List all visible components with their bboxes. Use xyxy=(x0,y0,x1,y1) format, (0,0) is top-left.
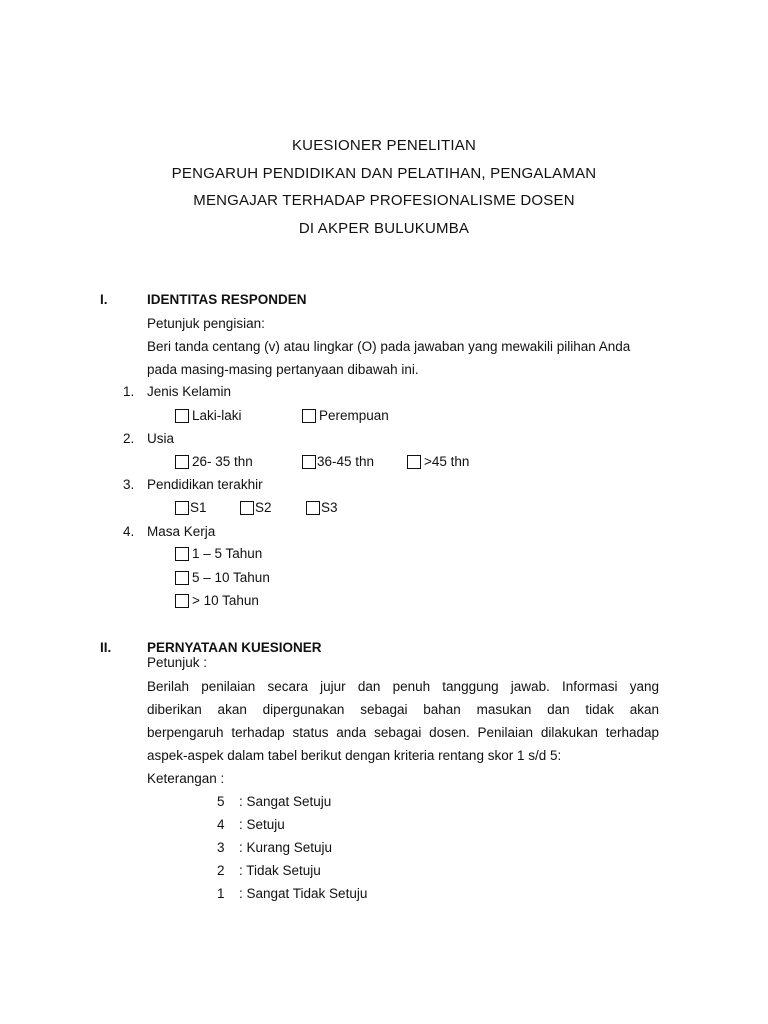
scale-score-3: 3 xyxy=(217,840,225,855)
option-masa-kerja-2[interactable] xyxy=(175,570,270,585)
question-3-label: Pendidikan terakhir xyxy=(147,477,263,492)
section2-instruction-label: Petunjuk : xyxy=(147,655,208,670)
checkbox[interactable] xyxy=(240,501,254,515)
option-s2[interactable] xyxy=(240,500,272,515)
option-label: Perempuan xyxy=(319,408,389,423)
title-line-3: MENGAJAR TERHADAP PROFESIONALISME DOSEN xyxy=(193,192,575,209)
scale-score-4: 4 xyxy=(217,817,225,832)
option-label: S3 xyxy=(321,500,338,515)
scale-label-4: : Setuju xyxy=(239,817,285,832)
section1-number: I. xyxy=(100,292,108,307)
question-2-number: 2. xyxy=(123,431,135,446)
section1-instruction-line1: Beri tanda centang (v) atau lingkar (O) pada jawaban yang mewakili pilihan Anda xyxy=(147,339,631,354)
question-3-number: 3. xyxy=(123,477,135,492)
option-label: S1 xyxy=(190,500,207,515)
question-1-number: 1. xyxy=(123,384,135,399)
option-label: Laki-laki xyxy=(192,408,242,423)
title-line-1: KUESIONER PENELITIAN xyxy=(291,137,477,154)
title-line-4: DI AKPER BULUKUMBA xyxy=(298,220,470,237)
scale-score-2: 2 xyxy=(217,863,225,878)
option-masa-kerja-3[interactable] xyxy=(175,593,259,608)
section1-instruction-label: Petunjuk pengisian: xyxy=(147,316,265,331)
option-s1[interactable] xyxy=(175,500,207,515)
option-label: 5 – 10 Tahun xyxy=(192,570,270,585)
option-laki-laki[interactable] xyxy=(175,408,242,423)
section2-number: II. xyxy=(100,640,112,655)
question-2-label: Usia xyxy=(147,431,175,446)
option-age-36-45[interactable] xyxy=(302,454,374,469)
scale-label-3: : Kurang Setuju xyxy=(239,840,333,855)
paragraph-line-3: berpengaruh terhadap status anda sebagai dosen. Penilaian dilakukan terhadap xyxy=(147,725,659,740)
checkbox[interactable] xyxy=(302,455,316,469)
option-label: >45 thn xyxy=(424,454,470,469)
option-label: > 10 Tahun xyxy=(192,593,259,608)
option-label: 26- 35 thn xyxy=(192,454,253,469)
checkbox[interactable] xyxy=(302,409,316,423)
legend-label: Keterangan : xyxy=(147,771,225,786)
scale-label-2: : Tidak Setuju xyxy=(239,863,321,878)
section1-instruction-line2: pada masing-masing pertanyaan dibawah ini. xyxy=(147,362,419,377)
option-label: 36-45 thn xyxy=(317,454,375,469)
paragraph-line-4: aspek-aspek dalam tabel berikut dengan kriteria rentang skor 1 s/d 5: xyxy=(147,748,562,763)
option-age-26-35[interactable] xyxy=(175,454,253,469)
option-age-over-45[interactable] xyxy=(407,454,469,469)
title-line-2: PENGARUH PENDIDIKAN DAN PELATIHAN, PENGALAMAN xyxy=(171,165,597,182)
paragraph-line-1: Berilah penilaian secara jujur dan penuh tanggung jawab. Informasi yang xyxy=(147,679,659,694)
checkbox[interactable] xyxy=(175,501,189,515)
option-perempuan[interactable] xyxy=(302,408,389,423)
question-1-label: Jenis Kelamin xyxy=(147,384,232,399)
option-masa-kerja-1[interactable] xyxy=(175,546,262,561)
scale-score-1: 1 xyxy=(217,886,225,901)
checkbox[interactable] xyxy=(175,547,189,561)
scale-label-5: : Sangat Setuju xyxy=(239,794,332,809)
section1-heading: IDENTITAS RESPONDEN xyxy=(147,292,307,307)
checkbox[interactable] xyxy=(306,501,320,515)
checkbox[interactable] xyxy=(407,455,421,469)
checkbox[interactable] xyxy=(175,455,189,469)
scale-score-5: 5 xyxy=(217,794,225,809)
checkbox[interactable] xyxy=(175,594,189,608)
option-s3[interactable] xyxy=(306,500,338,515)
option-label: S2 xyxy=(255,500,272,515)
option-label: 1 – 5 Tahun xyxy=(192,546,263,561)
checkbox[interactable] xyxy=(175,571,189,585)
paragraph-line-2: diberikan akan dipergunakan sebagai bahan masukan dan tidak akan xyxy=(147,702,659,717)
question-4-label: Masa Kerja xyxy=(147,524,216,539)
question-4-number: 4. xyxy=(123,524,135,539)
scale-label-1: : Sangat Tidak Setuju xyxy=(239,886,368,901)
section2-heading: PERNYATAAN KUESIONER xyxy=(147,640,322,655)
checkbox[interactable] xyxy=(175,409,189,423)
